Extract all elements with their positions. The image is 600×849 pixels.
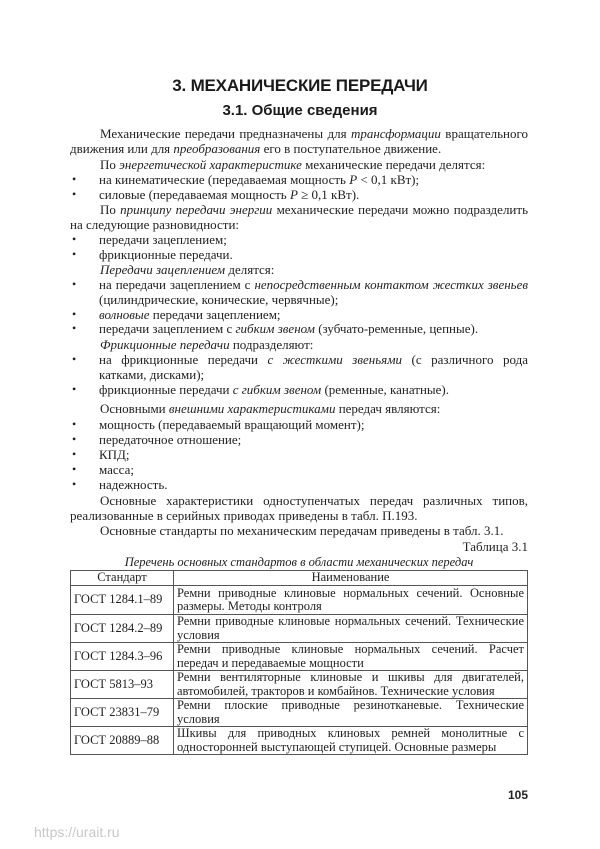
bullet-icon: • (72, 352, 77, 366)
standard-cell: ГОСТ 23831–79 (71, 699, 174, 727)
list-item (70, 477, 528, 492)
text-run: ≥ 0,1 кВт). (297, 187, 360, 202)
bullet-icon: • (72, 307, 77, 321)
text-run: Основные характеристики одноступенчатых передач различных типов, реализованные в серийных приводах приведены в табл. П.193. (70, 493, 528, 523)
table-caption: Перечень основных стандартов в области механических передач (124, 555, 474, 569)
emphasis-text: непосредственным контактом жестких звеньев (254, 277, 528, 292)
name-cell: Ремни приводные клиновые нормальных сечений. Основные размеры. Методы контроля (174, 586, 528, 615)
text-run: надежность. (99, 477, 168, 492)
list-item (70, 187, 528, 202)
emphasis-text: энергетической характеристике (119, 157, 302, 172)
text-run: Основные стандарты по механическим передачам приведены в табл. 3.1. (100, 523, 504, 538)
list-item (70, 277, 528, 307)
bullet-icon: • (72, 321, 77, 335)
name-cell: Ремни вентиляторные клиновые и шкивы для двигателей, автомобилей, тракторов и комбайнов. Технические условия (174, 671, 528, 699)
text-run: фрикционные передачи. (99, 247, 233, 262)
table-header-row (71, 571, 528, 586)
text-run: < 0,1 кВт); (357, 172, 420, 187)
list-item (70, 382, 528, 397)
text-run: Основными (100, 401, 169, 416)
header-standard: Стандарт (71, 571, 174, 586)
standards-table (70, 570, 528, 755)
bullet-icon: • (72, 417, 77, 431)
bullet-icon: • (72, 447, 77, 461)
table-row (71, 586, 528, 615)
watermark-url: https://urait.ru (34, 824, 120, 840)
bullet-icon: • (72, 432, 77, 446)
paragraph (70, 157, 528, 172)
emphasis-text: трансформации (350, 126, 441, 141)
bullet-icon: • (72, 187, 77, 201)
paragraph (70, 262, 528, 277)
emphasis-text: внешними характеристиками (168, 401, 336, 416)
table-row (71, 643, 528, 671)
text-run: По (100, 202, 121, 217)
header-name: Наименование (174, 571, 528, 586)
list-item (70, 247, 528, 262)
emphasis-text: P (289, 187, 298, 202)
bullet-icon: • (72, 232, 77, 246)
bullet-icon: • (72, 462, 77, 476)
text-run: (зубчато-ременные, цепные). (314, 321, 479, 336)
text-run: фрикционные передачи (99, 382, 233, 397)
emphasis-text: с жесткими звеньями (267, 352, 402, 367)
page-number: 105 (507, 788, 528, 802)
paragraph (70, 401, 528, 416)
bullet-icon: • (72, 382, 77, 396)
standard-cell: ГОСТ 20889–88 (71, 727, 174, 755)
text-run: (цилиндрические, конические, червячные); (99, 292, 339, 307)
text-run: По (100, 157, 120, 172)
paragraph (70, 523, 528, 538)
text-run: КПД; (99, 447, 130, 462)
list-item (70, 307, 528, 322)
text-run: на фрикционные передачи (99, 352, 268, 367)
list-item (70, 462, 528, 477)
text-run: мощность (передаваемый вращающий момент); (99, 417, 365, 432)
text-run: (ременные, канатные). (321, 382, 449, 397)
emphasis-text: гибким звеном (235, 321, 315, 336)
bullet-icon: • (72, 172, 77, 186)
text-run: вращательного движения или для (70, 126, 528, 156)
text-run: силовые (передаваемая мощность (99, 187, 290, 202)
text-run: Механические передачи предназначены для (100, 126, 351, 141)
chapter-title: 3. МЕХАНИЧЕСКИЕ ПЕРЕДАЧИ (172, 76, 428, 95)
text-run: передаточное отношение; (99, 432, 242, 447)
table-row (71, 615, 528, 643)
list-item (70, 232, 528, 247)
emphasis-text: Передачи зацеплением (100, 262, 226, 277)
emphasis-text: принципу передачи энергии (120, 202, 273, 217)
name-cell: Ремни приводные клиновые нормальных сечений. Расчет передач и передаваемые мощности (174, 643, 528, 671)
bullet-icon: • (72, 247, 77, 261)
emphasis-text: волновые (99, 307, 150, 322)
list-item (70, 417, 528, 432)
standard-cell: ГОСТ 5813–93 (71, 671, 174, 699)
table-row (71, 671, 528, 699)
standard-cell: ГОСТ 1284.2–89 (71, 615, 174, 643)
bullet-icon: • (72, 277, 77, 291)
paragraph (70, 493, 528, 523)
text-run: передачи зацеплением; (149, 307, 281, 322)
table-row (71, 699, 528, 727)
list-item (70, 432, 528, 447)
table-number: Таблица 3.1 (462, 539, 528, 554)
text-run: передачи зацеплением с (99, 321, 236, 336)
text-run: механические передачи можно подразделить на следующие разновидности: (70, 202, 529, 232)
list-item (70, 321, 528, 336)
bullet-icon: • (72, 477, 77, 491)
table-row (71, 727, 528, 755)
emphasis-text: Фрикционные передачи (100, 337, 230, 352)
emphasis-text: преобразования (173, 141, 261, 156)
text-run: на передачи зацеплением с (99, 277, 255, 292)
name-cell: Ремни плоские приводные резинотканевые. Технические условия (174, 699, 528, 727)
name-cell: Шкивы для приводных клиновых ремней монолитные с односторонней выступающей ступицей. Основные размеры (174, 727, 528, 755)
text-run: его в поступательное движение. (260, 141, 442, 156)
paragraph (70, 126, 528, 156)
paragraph (70, 337, 528, 352)
section-title: 3.1. Общие сведения (222, 102, 378, 119)
standard-cell: ГОСТ 1284.1–89 (71, 586, 174, 615)
name-cell: Ремни приводные клиновые нормальных сечений. Технические условия (174, 615, 528, 643)
emphasis-text: с гибким звеном (232, 382, 322, 397)
list-item (70, 447, 528, 462)
text-run: масса; (99, 462, 134, 477)
list-item (70, 352, 528, 382)
text-run: на кинематические (передаваемая мощность (99, 172, 350, 187)
paragraph (70, 202, 528, 232)
text-run: передач являются: (335, 401, 441, 416)
list-item (70, 172, 528, 187)
standard-cell: ГОСТ 1284.3–96 (71, 643, 174, 671)
text-run: подразделяют: (229, 337, 314, 352)
emphasis-text: P (349, 172, 358, 187)
text-run: (с различного рода катками, дисками); (99, 352, 528, 382)
text-run: делятся: (225, 262, 275, 277)
text-run: передачи зацеплением; (99, 232, 227, 247)
text-run: механические передачи делятся: (301, 157, 486, 172)
